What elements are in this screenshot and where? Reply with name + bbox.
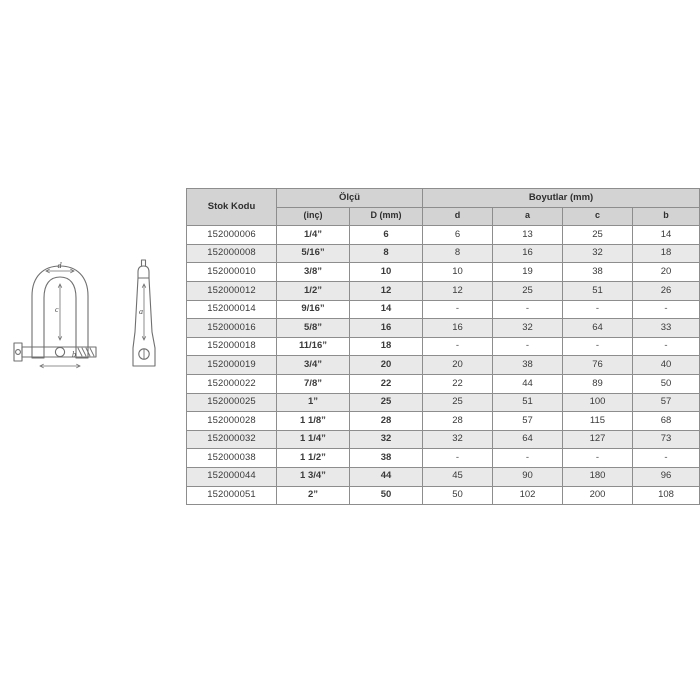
cell-dim-a: 13: [493, 226, 563, 245]
cell-inch: 11/16”: [277, 337, 350, 356]
th-olcu: Ölçü: [277, 189, 423, 208]
cell-dim-c: 51: [563, 281, 633, 300]
cell-inch: 3/8”: [277, 263, 350, 282]
cell-dim-d: -: [423, 337, 493, 356]
dim-c: [58, 284, 61, 340]
cell-inch: 1 1/8”: [277, 412, 350, 431]
cell-stok-kodu: 152000051: [187, 486, 277, 505]
cell-dim-b: 68: [633, 412, 700, 431]
table-row: [187, 337, 700, 356]
cell-dim-c: 38: [563, 263, 633, 282]
cell-dim-b: 14: [633, 226, 700, 245]
table-row: [187, 467, 700, 486]
table-row: [187, 226, 700, 245]
cell-dim-a: 25: [493, 281, 563, 300]
cell-dim-a: 51: [493, 393, 563, 412]
cell-D-mm: 8: [350, 244, 423, 263]
cell-stok-kodu: 152000014: [187, 300, 277, 319]
cell-dim-a: 64: [493, 430, 563, 449]
cell-stok-kodu: 152000032: [187, 430, 277, 449]
product-drawings: [0, 240, 185, 400]
cell-dim-c: -: [563, 449, 633, 468]
cell-dim-b: -: [633, 449, 700, 468]
cell-inch: 2”: [277, 486, 350, 505]
cell-dim-b: 20: [633, 263, 700, 282]
specification-table: [186, 188, 700, 505]
cell-dim-b: -: [633, 337, 700, 356]
table-body: [187, 226, 700, 505]
table-row: [187, 244, 700, 263]
cell-D-mm: 18: [350, 337, 423, 356]
cell-inch: 1 1/4”: [277, 430, 350, 449]
cell-dim-b: 18: [633, 244, 700, 263]
cell-dim-b: 26: [633, 281, 700, 300]
cell-dim-a: -: [493, 300, 563, 319]
cell-dim-a: 19: [493, 263, 563, 282]
cell-D-mm: 16: [350, 319, 423, 338]
th-d-mm: D (mm): [350, 207, 423, 226]
cell-dim-c: 180: [563, 467, 633, 486]
cell-D-mm: 44: [350, 467, 423, 486]
shackle-left-ear: [32, 346, 44, 358]
cell-inch: 7/8”: [277, 374, 350, 393]
cell-stok-kodu: 152000016: [187, 319, 277, 338]
th-dim-d: d: [423, 207, 493, 226]
cell-dim-a: 90: [493, 467, 563, 486]
table-row: [187, 486, 700, 505]
cell-dim-a: -: [493, 337, 563, 356]
cell-stok-kodu: 152000012: [187, 281, 277, 300]
cell-dim-d: 8: [423, 244, 493, 263]
cell-dim-b: 50: [633, 374, 700, 393]
cell-stok-kodu: 152000018: [187, 337, 277, 356]
pin-hole: [16, 350, 21, 355]
cell-dim-c: -: [563, 337, 633, 356]
label-c: c: [55, 305, 59, 314]
cell-stok-kodu: 152000022: [187, 374, 277, 393]
table-row: [187, 374, 700, 393]
cell-dim-c: 200: [563, 486, 633, 505]
cell-D-mm: 50: [350, 486, 423, 505]
cell-inch: 1”: [277, 393, 350, 412]
cell-stok-kodu: 152000025: [187, 393, 277, 412]
cell-inch: 1/4”: [277, 226, 350, 245]
cell-dim-d: 12: [423, 281, 493, 300]
shackle-drawing-svg: [0, 240, 185, 400]
cell-dim-b: 108: [633, 486, 700, 505]
cell-dim-d: -: [423, 449, 493, 468]
table-row: [187, 430, 700, 449]
dim-b: [40, 364, 80, 368]
label-b: b: [72, 350, 76, 359]
cell-dim-b: 40: [633, 356, 700, 375]
cell-D-mm: 10: [350, 263, 423, 282]
th-dim-b: b: [633, 207, 700, 226]
label-a: a: [139, 307, 143, 316]
cell-dim-c: 32: [563, 244, 633, 263]
cell-dim-d: 50: [423, 486, 493, 505]
cell-D-mm: 6: [350, 226, 423, 245]
cell-stok-kodu: 152000010: [187, 263, 277, 282]
table-row: [187, 319, 700, 338]
table-header-row-1: [187, 189, 700, 208]
cell-D-mm: 14: [350, 300, 423, 319]
cell-dim-a: 16: [493, 244, 563, 263]
cell-dim-d: 6: [423, 226, 493, 245]
cell-dim-d: 25: [423, 393, 493, 412]
cell-dim-c: -: [563, 300, 633, 319]
cell-dim-d: 10: [423, 263, 493, 282]
cell-dim-a: -: [493, 449, 563, 468]
cell-dim-a: 102: [493, 486, 563, 505]
table-row: [187, 263, 700, 282]
table-row: [187, 393, 700, 412]
cell-dim-d: 20: [423, 356, 493, 375]
side-top-loop: [138, 266, 149, 278]
cell-dim-b: 57: [633, 393, 700, 412]
cell-inch: 5/16”: [277, 244, 350, 263]
cell-dim-b: -: [633, 300, 700, 319]
th-boyutlar: Boyutlar (mm): [423, 189, 700, 208]
cell-dim-c: 127: [563, 430, 633, 449]
cell-D-mm: 38: [350, 449, 423, 468]
cell-stok-kodu: 152000044: [187, 467, 277, 486]
cell-D-mm: 25: [350, 393, 423, 412]
cell-dim-b: 73: [633, 430, 700, 449]
cell-dim-c: 25: [563, 226, 633, 245]
cell-dim-c: 115: [563, 412, 633, 431]
cell-inch: 5/8”: [277, 319, 350, 338]
th-dim-c: c: [563, 207, 633, 226]
cell-dim-a: 32: [493, 319, 563, 338]
table-row: [187, 412, 700, 431]
cell-dim-a: 44: [493, 374, 563, 393]
cell-dim-b: 33: [633, 319, 700, 338]
cell-D-mm: 20: [350, 356, 423, 375]
cell-inch: 1 3/4”: [277, 467, 350, 486]
cell-D-mm: 28: [350, 412, 423, 431]
cell-dim-b: 96: [633, 467, 700, 486]
th-stok-kodu: Stok Kodu: [187, 189, 277, 226]
table-row: [187, 449, 700, 468]
table-row: [187, 281, 700, 300]
cell-dim-c: 100: [563, 393, 633, 412]
cell-D-mm: 12: [350, 281, 423, 300]
cell-inch: 9/16”: [277, 300, 350, 319]
shackle-pin: [22, 347, 96, 357]
cell-dim-d: 22: [423, 374, 493, 393]
cell-dim-d: 16: [423, 319, 493, 338]
specification-table-container: [186, 188, 699, 505]
cell-inch: 1 1/2”: [277, 449, 350, 468]
th-dim-a: a: [493, 207, 563, 226]
cell-dim-a: 57: [493, 412, 563, 431]
cell-stok-kodu: 152000028: [187, 412, 277, 431]
cell-stok-kodu: 152000006: [187, 226, 277, 245]
center-bolt: [55, 347, 64, 356]
cell-stok-kodu: 152000019: [187, 356, 277, 375]
cell-dim-c: 76: [563, 356, 633, 375]
table-head: [187, 189, 700, 226]
cell-stok-kodu: 152000038: [187, 449, 277, 468]
side-top-stub: [142, 260, 146, 266]
cell-inch: 3/4”: [277, 356, 350, 375]
cell-dim-a: 38: [493, 356, 563, 375]
table-row: [187, 300, 700, 319]
cell-inch: 1/2”: [277, 281, 350, 300]
th-inch: (inç): [277, 207, 350, 226]
cell-dim-d: 45: [423, 467, 493, 486]
cell-dim-d: 32: [423, 430, 493, 449]
cell-D-mm: 22: [350, 374, 423, 393]
cell-D-mm: 32: [350, 430, 423, 449]
cell-dim-c: 64: [563, 319, 633, 338]
pin-thread-hatching: [78, 348, 94, 356]
label-d: d: [57, 261, 62, 270]
cell-dim-c: 89: [563, 374, 633, 393]
cell-dim-d: -: [423, 300, 493, 319]
cell-dim-d: 28: [423, 412, 493, 431]
table-row: [187, 356, 700, 375]
cell-stok-kodu: 152000008: [187, 244, 277, 263]
